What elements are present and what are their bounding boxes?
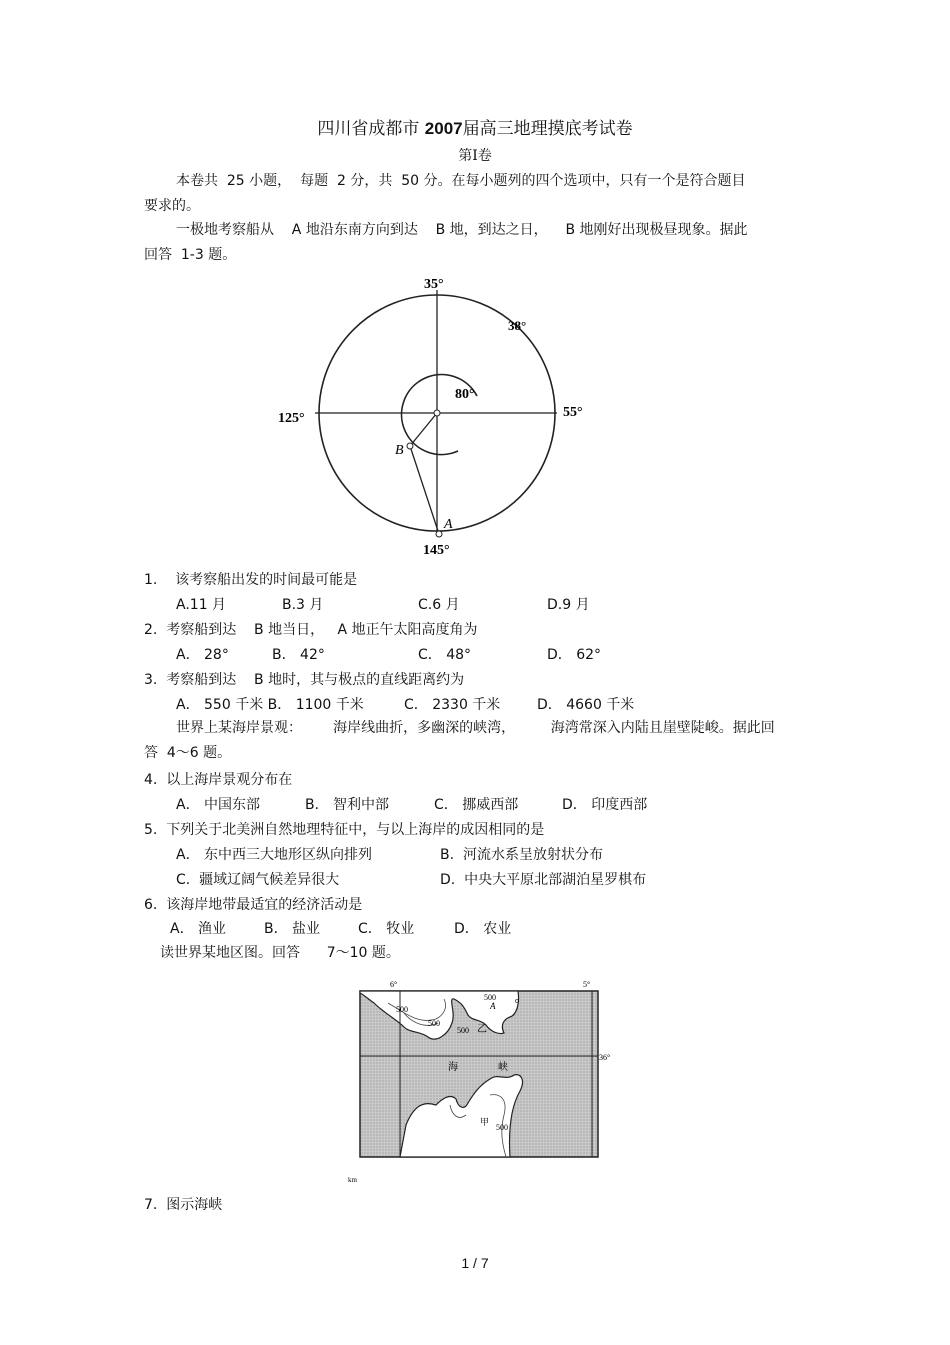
map-label-yi: 乙 [477,1024,487,1035]
q6-option-c: C． 牧业 [358,921,415,937]
passage3: 读世界某地区图。回答 7～10 题。 [160,945,400,961]
q4-option-d: D． 印度西部 [562,797,648,813]
q2-option-c: C． 48° [418,647,472,663]
q4-option-b: B． 智利中部 [305,797,390,813]
label-inner: 80° [455,387,475,402]
map-label-hai: 海 [448,1062,458,1073]
q4-option-a: A． 中国东部 [176,797,261,813]
map-label-jia: 甲 [480,1117,490,1127]
q5-option-a: A． 东中西三大地形区纵向排列 [176,847,373,863]
pole-point [434,410,440,416]
q7-stem: 7. 图示海峡 [144,1197,223,1213]
q1-option-c: C.6 月 [418,597,460,613]
section-heading: 第I卷 [458,148,492,164]
q2-option-d: D． 62° [547,647,602,663]
q1-option-a: A.11 月 [176,597,227,613]
page-number: 1 / 7 [461,1255,489,1271]
q3-option-d: D． 4660 千米 [537,697,635,713]
intro-line-1: 本卷共 25 小题， 每题 2 分，共 50 分。在每小题列的四个选项中，只有一个是符合题目 [176,173,746,189]
q4-stem: 4. 以上海岸景观分布在 [144,772,293,788]
label-top: 35° [424,277,444,292]
label-point-b: B [395,443,404,458]
point-a-marker [436,531,442,537]
title-suffix: 届高三地理摸底考试卷 [462,119,633,139]
q2-stem: 2. 考察船到达 B 地当日， A 地正午太阳高度角为 [144,622,478,638]
map-contour-label-e: 500 [496,1123,508,1132]
map-label-lon-right: 5° [583,980,591,989]
map-label-a: A [490,1001,496,1011]
map-label-lat: 36° [599,1053,611,1062]
q5-option-c: C. 疆域辽阔气候差异很大 [176,872,340,888]
map-contour-label-c: 500 [428,1019,440,1028]
passage2-line-1: 世界上某海岸景观： 海岸线曲折，多幽深的峡湾， 海湾常深入内陆且崖壁陡峻。据此回 [176,720,775,736]
q5-option-b: B. 河流水系呈放射状分布 [440,847,603,863]
q1-stem: 1. 该考察船出发的时间最可能是 [144,572,358,588]
line-pole-b [410,413,437,446]
passage1-line-2: 回答 1-3 题。 [144,247,237,263]
label-left: 125° [278,411,305,426]
label-upper-right: 38° [508,318,527,333]
map-label-xia: 峡 [498,1062,508,1073]
q2-option-b: B． 42° [272,647,325,663]
map-label-lon-left: 6° [390,980,398,989]
title-year: 2007 [424,119,463,138]
page-title [0,118,950,140]
polar-diagram [270,268,600,560]
q6-stem: 6. 该海岸地带最适宜的经济活动是 [144,897,363,913]
q1-option-b: B.3 月 [282,597,324,613]
q6-option-a: A． 渔业 [170,921,227,937]
map-contour-label-a: 500 [484,993,496,1002]
intro-line-2: 要求的。 [144,198,200,214]
map-contour-label-b: 500 [396,1005,408,1014]
label-right: 55° [563,405,583,420]
label-point-a: A [444,517,453,532]
q5-option-d: D. 中央大平原北部湖泊星罗棋布 [440,872,647,888]
map-label-scale: km [348,1176,357,1184]
q5-stem: 5. 下列关于北美洲自然地理特征中，与以上海岸的成因相同的是 [144,822,545,838]
q3-stem: 3. 考察船到达 B 地时，其与极点的直线距离约为 [144,672,465,688]
passage2-line-2: 答 4～6 题。 [144,745,232,761]
q2-option-a: A． 28° [176,647,229,663]
passage1-line-1: 一极地考察船从 A 地沿东南方向到达 B 地，到达之日， B 地刚好出现极昼现象。据此 [176,222,748,238]
q1-option-d: D.9 月 [547,597,590,613]
line-b-a [410,446,439,534]
q3-option-c: C． 2330 千米 [404,697,501,713]
q3-option-ab: A． 550 千米 B． 1100 千米 [176,697,364,713]
q6-option-b: B． 盐业 [264,921,321,937]
map-contour-label-d: 500 [457,1026,469,1035]
strait-map [340,975,620,1185]
q4-option-c: C． 挪威西部 [434,797,519,813]
map-label-o: o [515,996,519,1005]
q6-option-d: D． 农业 [454,921,512,937]
point-b-marker [407,443,413,449]
label-bottom: 145° [423,543,450,558]
title-prefix: 四川省成都市 [317,119,420,139]
